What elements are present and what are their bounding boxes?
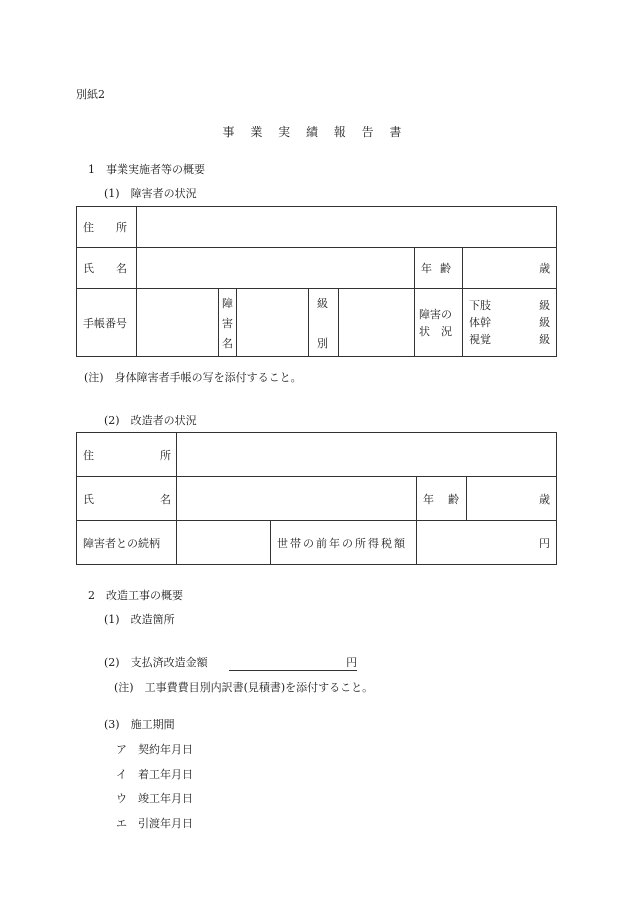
status-item-lower-limb: 下肢 級 bbox=[469, 299, 551, 312]
handbook-label: 手帳番号 bbox=[77, 289, 137, 357]
grade-label-cell: 級 別 bbox=[309, 289, 339, 357]
period-contract-date: ア 契約年月日 bbox=[116, 743, 193, 756]
renovator-age-field[interactable] bbox=[467, 477, 557, 521]
renovator-table bbox=[76, 432, 557, 565]
relation-label: 障害者との続柄 bbox=[77, 521, 177, 565]
status-item-trunk: 体幹 級 bbox=[469, 316, 551, 329]
status-item-vision: 視覚 級 bbox=[469, 333, 551, 346]
grade-field[interactable] bbox=[339, 289, 415, 357]
document-title: 事 業 実 績 報 告 書 bbox=[222, 125, 408, 139]
name-field[interactable] bbox=[137, 248, 415, 289]
period-start-date: イ 着工年月日 bbox=[116, 768, 193, 781]
note-cost-breakdown: (注) 工事費費目別内訳書(見積書)を添付すること。 bbox=[114, 681, 374, 694]
relation-field[interactable] bbox=[177, 521, 271, 565]
renovator-age-unit: 歳 bbox=[539, 492, 550, 506]
age-label-cell: 年 齢 bbox=[415, 248, 463, 289]
handbook-number-field[interactable] bbox=[137, 289, 219, 357]
period-completion-date: ウ 竣工年月日 bbox=[116, 792, 193, 805]
income-tax-field[interactable] bbox=[417, 521, 557, 565]
construction-period-item: (3) 施工期間 bbox=[104, 718, 175, 731]
name-label-cell: 氏 名 bbox=[77, 248, 137, 289]
note-handbook-copy: (注) 身体障害者手帳の写を添付すること。 bbox=[84, 371, 302, 384]
paid-amount-item bbox=[104, 654, 357, 671]
renovator-address-label-cell: 住 所 bbox=[77, 433, 177, 477]
renovation-location-item: (1) 改造箇所 bbox=[104, 613, 175, 626]
renovator-age-label-cell: 年 齢 bbox=[417, 477, 467, 521]
renovator-address-field[interactable] bbox=[177, 433, 557, 477]
income-tax-unit: 円 bbox=[539, 536, 550, 550]
address-field[interactable] bbox=[137, 207, 557, 248]
renovator-name-label-cell: 氏 名 bbox=[77, 477, 177, 521]
age-unit: 歳 bbox=[539, 262, 551, 275]
disability-name-field[interactable] bbox=[237, 289, 309, 357]
paid-amount-field[interactable] bbox=[229, 654, 357, 671]
status-grades-cell[interactable] bbox=[463, 289, 557, 357]
paid-amount-label: (2) 支払済改造金額 bbox=[104, 656, 208, 669]
section1-sub2-heading: (2) 改造者の状況 bbox=[104, 414, 197, 427]
section1-sub1-heading: (1) 障害者の状況 bbox=[104, 187, 197, 200]
paid-amount-unit: 円 bbox=[346, 656, 358, 669]
address-label-cell: 住 所 bbox=[77, 207, 137, 248]
status-label-cell: 障害の 状 況 bbox=[415, 289, 463, 357]
section1-heading: 1 事業実施者等の概要 bbox=[88, 163, 205, 176]
section2-heading: 2 改造工事の概要 bbox=[88, 589, 183, 602]
period-handover-date: エ 引渡年月日 bbox=[116, 817, 193, 830]
renovator-name-field[interactable] bbox=[177, 477, 417, 521]
disability-name-label-cell: 障 害 名 bbox=[219, 289, 237, 357]
income-tax-label: 世帯の前年の所得税額 bbox=[271, 521, 417, 565]
age-field[interactable] bbox=[463, 248, 557, 289]
disabled-person-table bbox=[76, 206, 557, 357]
attachment-label: 別紙2 bbox=[76, 88, 105, 101]
